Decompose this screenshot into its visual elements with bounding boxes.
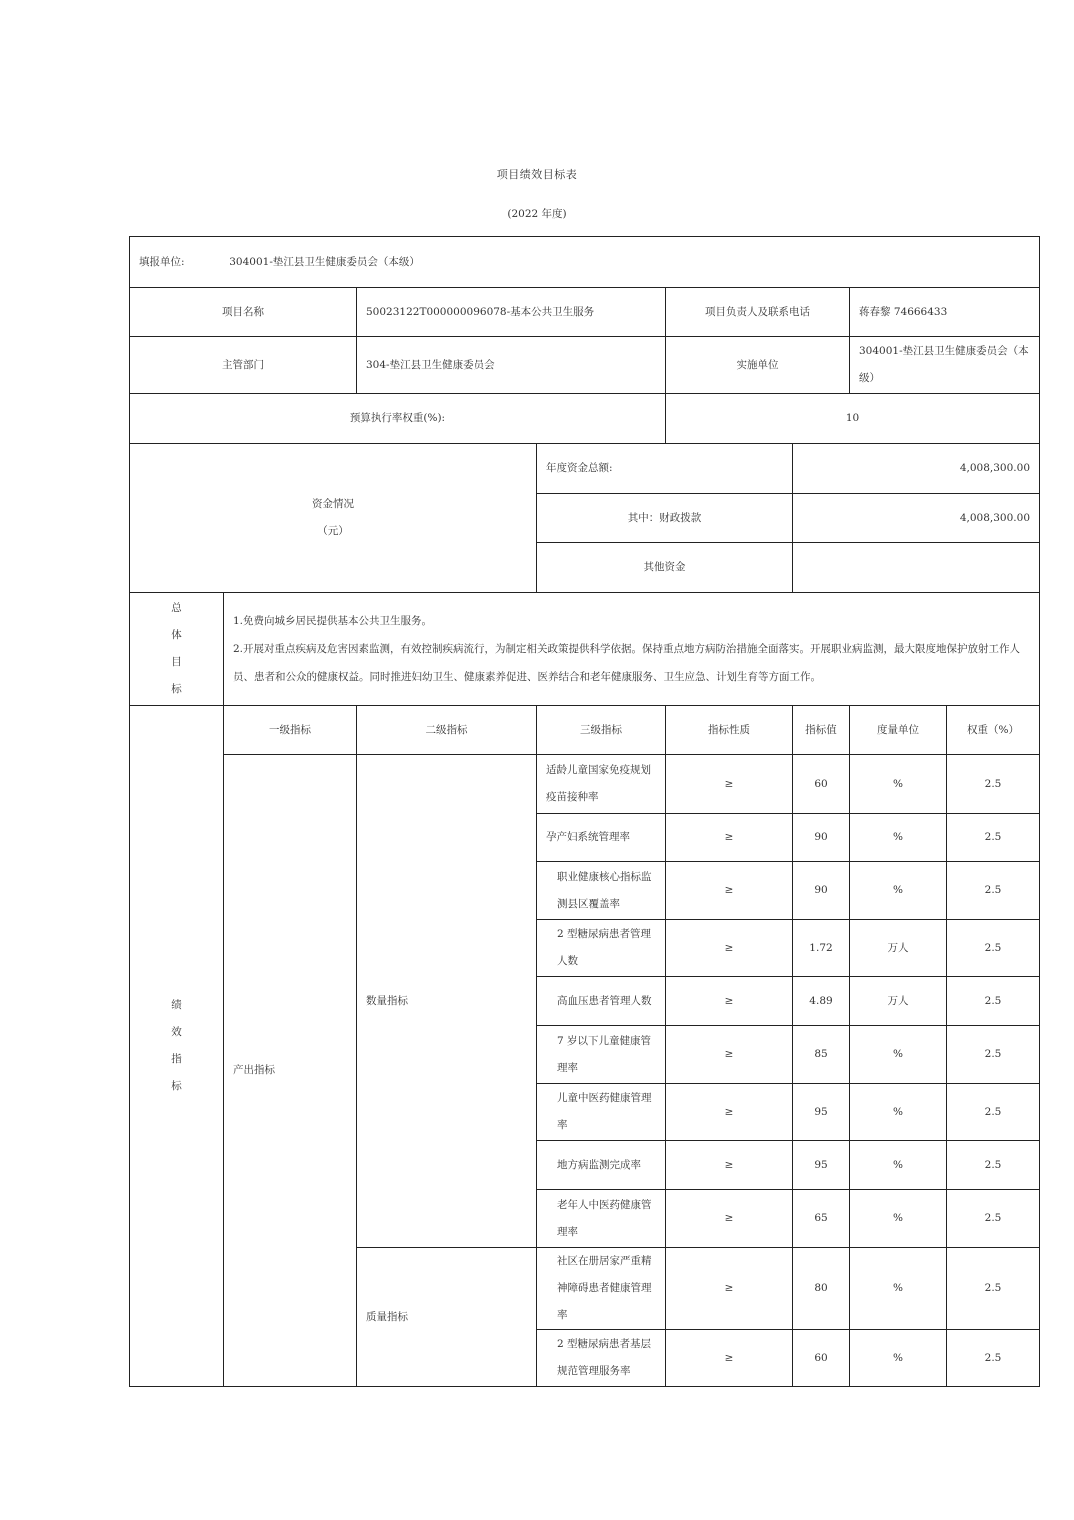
weight-cell: 2.5 <box>947 1248 1040 1330</box>
weight-cell: 2.5 <box>947 1330 1040 1387</box>
unit-cell: 万人 <box>850 920 947 977</box>
unit-cell: % <box>850 1190 947 1248</box>
header-value: 指标值 <box>793 706 850 755</box>
value-cell: 4.89 <box>793 977 850 1026</box>
project-name-label: 项目名称 <box>130 288 357 337</box>
header-unit: 度量单位 <box>850 706 947 755</box>
header-nature: 指标性质 <box>666 706 793 755</box>
document-title: 项目绩效目标表 <box>496 168 578 181</box>
weight-cell: 2.5 <box>947 1190 1040 1248</box>
unit-cell: % <box>850 1141 947 1190</box>
unit-row <box>130 237 1040 288</box>
unit-cell: % <box>850 755 947 814</box>
unit-value: 304001-垫江县卫生健康委员会（本级） <box>229 255 420 268</box>
indicator-label <box>130 706 224 1387</box>
performance-target-table <box>129 236 1040 1387</box>
level3-cell: 社区在册居家严重精神障碍患者健康管理率 <box>537 1248 666 1330</box>
budget-weight-value: 10 <box>666 394 1040 444</box>
goal-label-char: 总 <box>171 602 182 614</box>
nature-cell: ≥ <box>666 1026 793 1084</box>
nature-cell: ≥ <box>666 1248 793 1330</box>
value-cell: 60 <box>793 1330 850 1387</box>
nature-cell: ≥ <box>666 1141 793 1190</box>
indicator-label-char: 指 <box>171 1053 182 1065</box>
value-cell: 80 <box>793 1248 850 1330</box>
unit-cell: 万人 <box>850 977 947 1026</box>
level2-cell: 质量指标 <box>357 1248 537 1387</box>
weight-cell: 2.5 <box>947 755 1040 814</box>
funds-fiscal-value: 4,008,300.00 <box>793 494 1040 543</box>
weight-cell: 2.5 <box>947 1084 1040 1141</box>
value-cell: 95 <box>793 1084 850 1141</box>
level3-cell: 7 岁以下儿童健康管理率 <box>537 1026 666 1084</box>
funds-label: 资金情况 <box>312 498 354 510</box>
unit-cell: % <box>850 1084 947 1141</box>
level3-cell: 2 型糖尿病患者管理人数 <box>537 920 666 977</box>
goal-line-2: 2.开展对重点疾病及危害因素监测，有效控制疾病流行，为制定相关政策提供科学依据。保持重点地方病防治措施全面落实。开展职业病监测，最大限度地保护放射工作人员、患者和公众的健康权益。同时推进妇幼卫生、健康素养促进、医养结合和老年健康服务、卫生应急、计划生育等方面工作。 <box>233 643 1021 683</box>
project-name-value: 50023122T000000096078-基本公共卫生服务 <box>357 288 666 337</box>
document-year: (2022 年度) <box>507 208 567 220</box>
value-cell: 60 <box>793 755 850 814</box>
level3-cell: 地方病监测完成率 <box>537 1141 666 1190</box>
nature-cell: ≥ <box>666 814 793 862</box>
nature-cell: ≥ <box>666 755 793 814</box>
unit-cell: % <box>850 1330 947 1387</box>
funds-other-value <box>793 543 1040 593</box>
level3-cell: 高血压患者管理人数 <box>537 977 666 1026</box>
weight-cell: 2.5 <box>947 920 1040 977</box>
budget-weight-label: 预算执行率权重(%): <box>130 394 666 444</box>
nature-cell: ≥ <box>666 862 793 920</box>
indicator-label-char: 效 <box>171 1026 182 1038</box>
indicator-label-char: 绩 <box>171 999 182 1011</box>
table-row <box>130 755 1040 814</box>
funds-unit: （元） <box>317 525 349 537</box>
header-level2: 二级指标 <box>357 706 537 755</box>
value-cell: 90 <box>793 862 850 920</box>
indicator-label-char: 标 <box>171 1080 182 1092</box>
value-cell: 1.72 <box>793 920 850 977</box>
funds-total-label: 年度资金总额: <box>537 444 793 494</box>
goal-label-char: 目 <box>171 656 182 668</box>
project-contact-label: 项目负责人及联系电话 <box>666 288 850 337</box>
dept-row <box>130 337 1040 394</box>
goal-content <box>224 593 1040 706</box>
unit-label: 填报单位: <box>139 255 185 268</box>
impl-unit-label: 实施单位 <box>666 337 850 394</box>
weight-cell: 2.5 <box>947 862 1040 920</box>
level3-cell: 孕产妇系统管理率 <box>537 814 666 862</box>
funds-total-row <box>130 444 1040 494</box>
weight-cell: 2.5 <box>947 977 1040 1026</box>
dept-value: 304-垫江县卫生健康委员会 <box>357 337 666 394</box>
goal-line-1: 1.免费向城乡居民提供基本公共卫生服务。 <box>233 615 433 627</box>
funds-label-cell <box>130 444 537 593</box>
nature-cell: ≥ <box>666 1190 793 1248</box>
value-cell: 65 <box>793 1190 850 1248</box>
level3-cell: 儿童中医药健康管理率 <box>537 1084 666 1141</box>
funds-other-label: 其他资金 <box>537 543 793 593</box>
value-cell: 85 <box>793 1026 850 1084</box>
unit-cell: % <box>850 814 947 862</box>
unit-cell <box>130 237 1040 288</box>
nature-cell: ≥ <box>666 1084 793 1141</box>
weight-cell: 2.5 <box>947 1026 1040 1084</box>
budget-weight-row <box>130 394 1040 444</box>
header-weight: 权重（%） <box>947 706 1040 755</box>
weight-cell: 2.5 <box>947 1141 1040 1190</box>
project-contact-value: 蒋春黎 74666433 <box>850 288 1040 337</box>
nature-cell: ≥ <box>666 977 793 1026</box>
goal-row <box>130 593 1040 706</box>
unit-cell: % <box>850 1248 947 1330</box>
level3-cell: 2 型糖尿病患者基层规范管理服务率 <box>537 1330 666 1387</box>
impl-unit-value: 304001-垫江县卫生健康委员会（本级） <box>850 337 1040 394</box>
weight-cell: 2.5 <box>947 814 1040 862</box>
nature-cell: ≥ <box>666 1330 793 1387</box>
nature-cell: ≥ <box>666 920 793 977</box>
level3-cell: 适龄儿童国家免疫规划疫苗接种率 <box>537 755 666 814</box>
level3-cell: 职业健康核心指标监测县区覆盖率 <box>537 862 666 920</box>
level1-cell: 产出指标 <box>224 755 357 1387</box>
goal-label <box>130 593 224 706</box>
unit-cell: % <box>850 862 947 920</box>
value-cell: 90 <box>793 814 850 862</box>
funds-fiscal-label: 其中：财政拨款 <box>537 494 793 543</box>
goal-label-char: 体 <box>171 629 182 641</box>
header-level3: 三级指标 <box>537 706 666 755</box>
indicator-header-row <box>130 706 1040 755</box>
dept-label: 主管部门 <box>130 337 357 394</box>
unit-cell: % <box>850 1026 947 1084</box>
header-level1: 一级指标 <box>224 706 357 755</box>
project-row <box>130 288 1040 337</box>
goal-label-char: 标 <box>171 683 182 695</box>
level2-cell: 数量指标 <box>357 755 537 1248</box>
value-cell: 95 <box>793 1141 850 1190</box>
funds-total-value: 4,008,300.00 <box>793 444 1040 494</box>
level3-cell: 老年人中医药健康管理率 <box>537 1190 666 1248</box>
